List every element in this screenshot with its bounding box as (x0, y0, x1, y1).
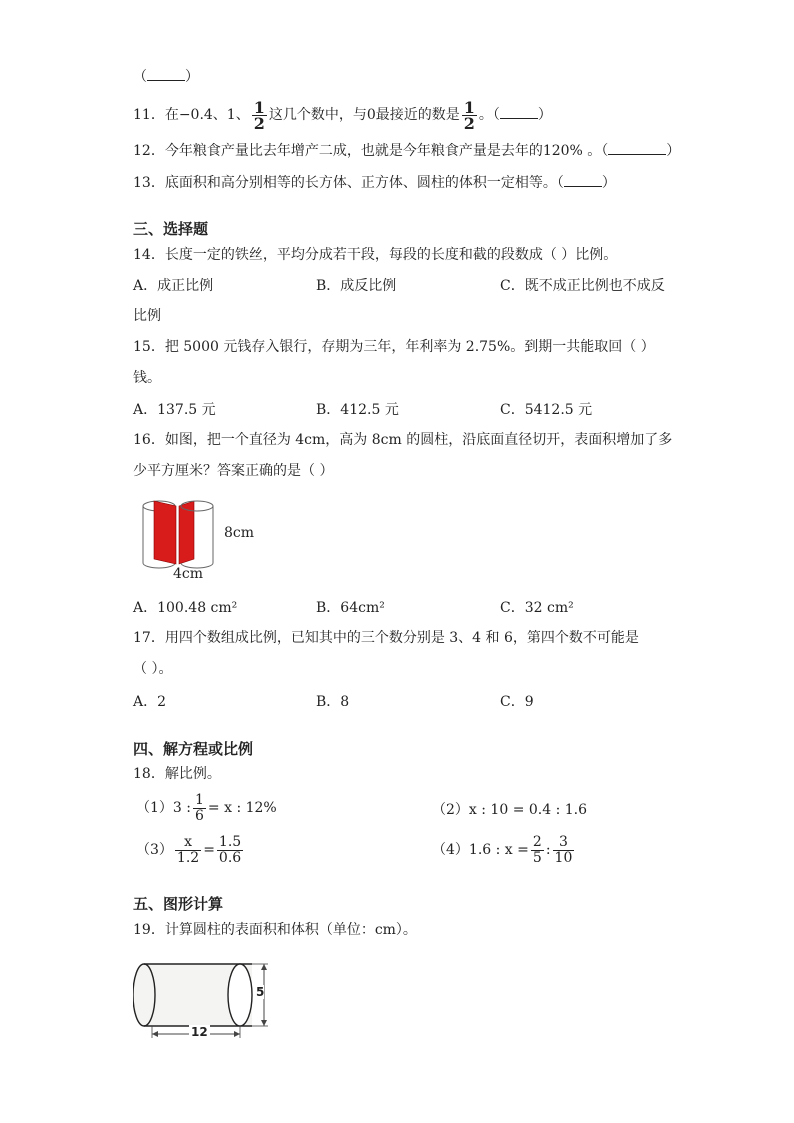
fraction-half: $\frac{1}{2}$ (463, 97, 475, 133)
fraction-half: $\frac{1}{2}$ (253, 97, 265, 133)
section-title-choice: 三、选择题 (133, 220, 209, 238)
fig-height-label: 8cm (224, 525, 255, 541)
question-19: 19．计算圆柱的表面积和体积（单位：cm）。 (133, 922, 417, 938)
q18-part-2: （2）x : 10 = 0.4 : 1.6 (432, 802, 588, 818)
question-13: 13．底面积和高分别相等的长方体、正方体、圆柱的体积一定相等。（ ） (133, 172, 616, 193)
fig-length-label: 12 (191, 1025, 208, 1039)
q10-answer-blank: （ ） (133, 66, 199, 87)
question-11: 11．在−0.4、1、 $\frac{1}{2}$ 这几个数中，与0最接近的数是 $\frac{1}{2}$ 。（ ） (133, 97, 552, 133)
question-17: 17．用四个数组成比例，已知其中的三个数分别是 3、4 和 6，第四个数不可能是 (133, 630, 639, 646)
question-16: 16．如图，把一个直径为 4cm，高为 8cm 的圆柱，沿底面直径切开，表面积增加了多 (133, 432, 673, 448)
question-16-wrap: 少平方厘米？答案正确的是（ ） (133, 463, 334, 479)
question-18: 18．解比例。 (133, 766, 221, 782)
q17-option-b: B．8 (316, 694, 350, 710)
q18-part-1: （1）3 : $\frac{1}{6}$ = x : 12% (136, 791, 277, 824)
q16-option-c: C．32 cm² (500, 600, 574, 616)
q15-option-c: C．5412.5 元 (500, 402, 593, 418)
q17-option-c: C．9 (500, 694, 534, 710)
fig-diameter-label: 5 (256, 985, 265, 999)
question-15: 15．把 5000 元钱存入银行，存期为三年，年利率为 2.75%。到期一共能取回（ ） (133, 339, 655, 355)
section-title-geometry: 五、图形计算 (133, 895, 224, 913)
q16-option-a: A．100.48 cm² (133, 600, 238, 616)
q18-part-4: （4）1.6 : x = $\frac{2}{5}$ : $\frac{3}{10}$ (432, 833, 573, 866)
q14-option-c-wrap: 比例 (133, 308, 161, 324)
question-15-wrap: 钱。 (133, 370, 161, 386)
q17-option-a: A．2 (133, 694, 167, 710)
split-cylinder-figure (134, 498, 284, 584)
section-title-equations: 四、解方程或比例 (133, 740, 254, 758)
q14-option-a: A．成正比例 (133, 278, 214, 294)
q16-option-b: B．64cm² (316, 600, 385, 616)
q14-option-c: C．既不成正比例也不成反 (500, 278, 665, 294)
q18-part-3: （3） $\frac{x}{1.2}$ = $\frac{1.5}{0.6}$ (136, 833, 242, 866)
question-14: 14．长度一定的铁丝，平均分成若干段，每段的长度和截的段数成（ ）比例。 (133, 247, 618, 263)
q15-option-a: A．137.5 元 (133, 402, 216, 418)
q15-option-b: B．412.5 元 (316, 402, 399, 418)
question-12: 12．今年粮食产量比去年增产二成，也就是今年粮食产量是去年的120% 。（ ） (133, 140, 680, 161)
q14-option-b: B．成反比例 (316, 278, 397, 294)
question-17-wrap: （ ）。 (133, 661, 173, 677)
fig-width-label: 4cm (173, 566, 204, 582)
